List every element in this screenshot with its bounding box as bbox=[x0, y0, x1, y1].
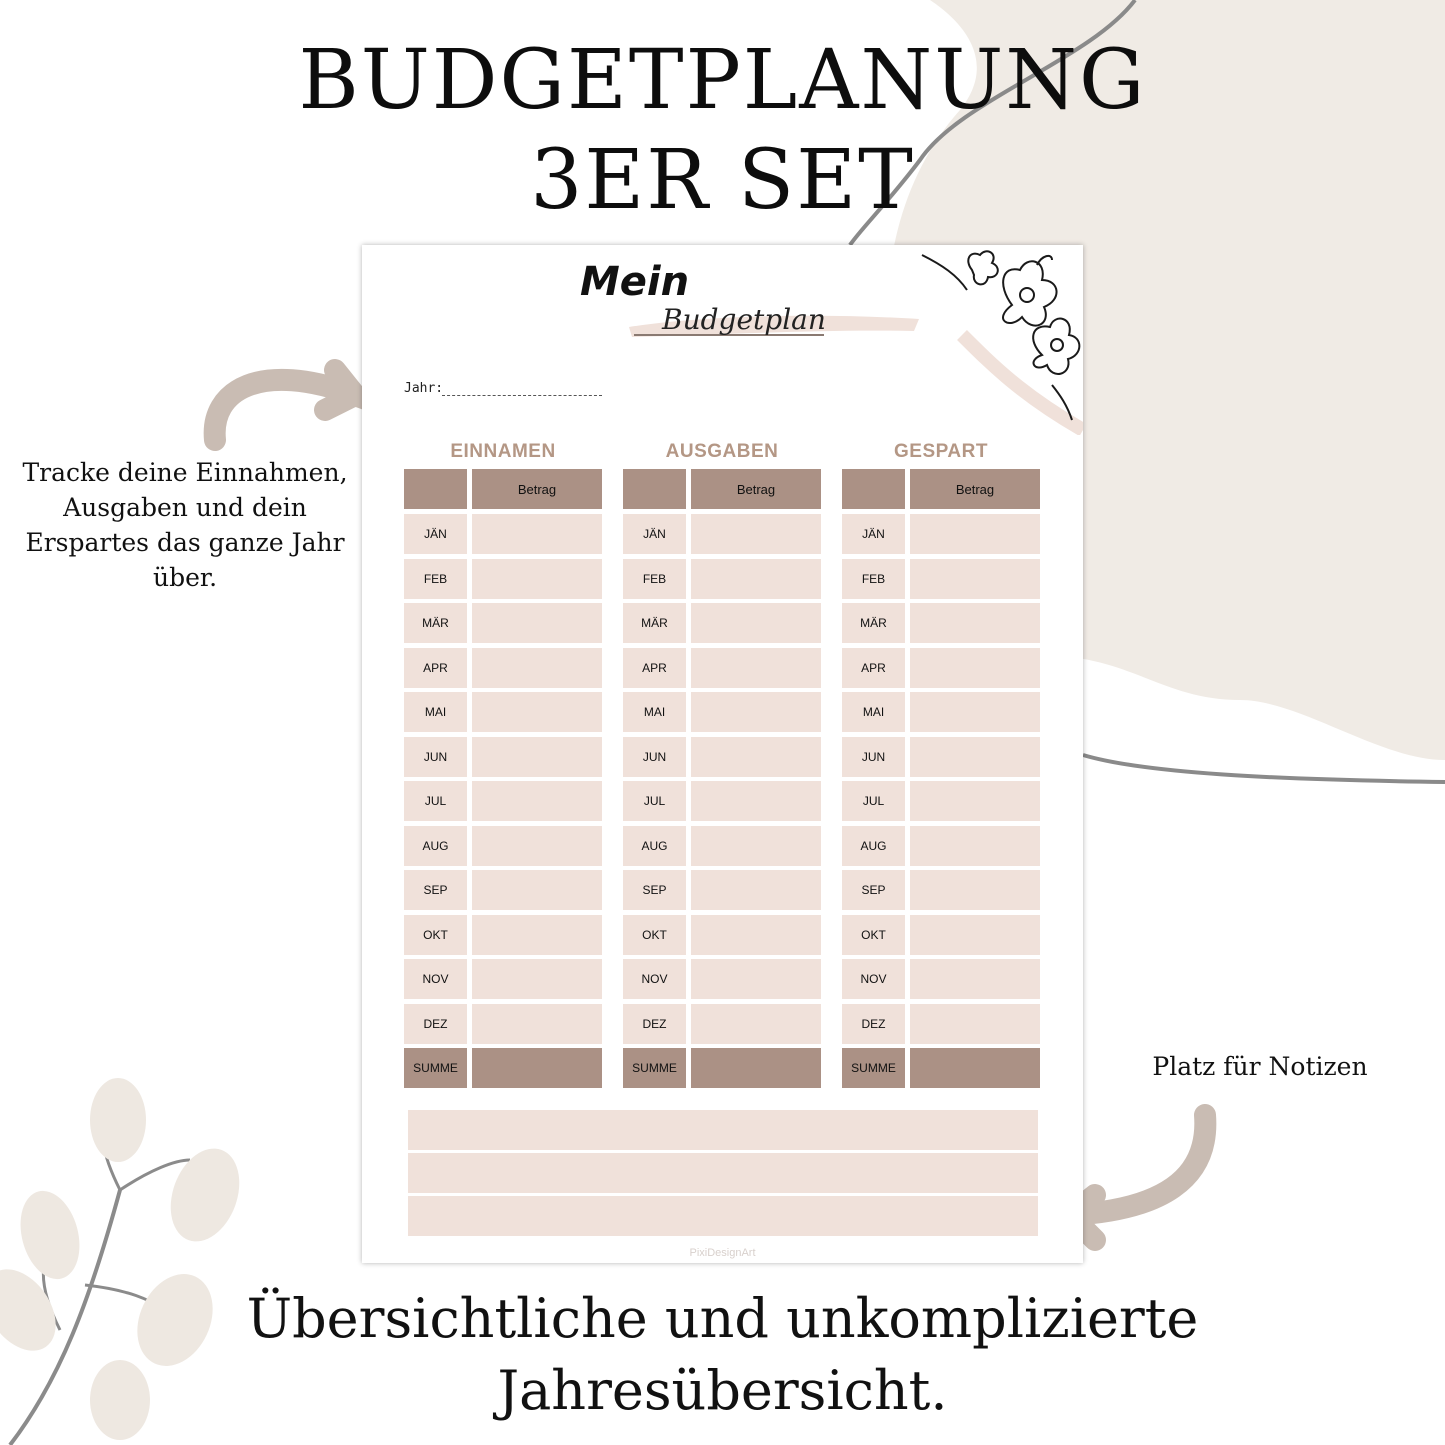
sheet-subtitle: Budgetplan bbox=[662, 303, 826, 336]
amount-field[interactable] bbox=[910, 603, 1040, 643]
header-blank-cell bbox=[404, 469, 467, 509]
amount-field[interactable] bbox=[691, 826, 821, 866]
month-label: MÄR bbox=[404, 603, 467, 643]
table-row bbox=[404, 959, 602, 999]
total-amount-field[interactable] bbox=[910, 1048, 1040, 1088]
amount-field[interactable] bbox=[472, 1004, 602, 1044]
table-row bbox=[842, 870, 1040, 910]
month-label: OKT bbox=[842, 915, 905, 955]
table-row bbox=[842, 559, 1040, 599]
month-label: OKT bbox=[623, 915, 686, 955]
amount-field[interactable] bbox=[910, 692, 1040, 732]
table-header-row bbox=[623, 469, 821, 509]
total-amount-field[interactable] bbox=[472, 1048, 602, 1088]
table-row bbox=[842, 692, 1040, 732]
month-label: JÄN bbox=[404, 514, 467, 554]
month-label: DEZ bbox=[623, 1004, 686, 1044]
note-line[interactable] bbox=[408, 1153, 1038, 1193]
month-label: MÄR bbox=[623, 603, 686, 643]
table-row bbox=[404, 737, 602, 777]
month-label: JUN bbox=[623, 737, 686, 777]
column-heading: EINNAMEN bbox=[450, 441, 556, 462]
table-row bbox=[842, 603, 1040, 643]
month-label: NOV bbox=[842, 959, 905, 999]
header-blank-cell bbox=[842, 469, 905, 509]
month-label: FEB bbox=[404, 559, 467, 599]
table-row bbox=[842, 826, 1040, 866]
amount-field[interactable] bbox=[910, 915, 1040, 955]
month-label: DEZ bbox=[404, 1004, 467, 1044]
month-label: AUG bbox=[623, 826, 686, 866]
table-row bbox=[623, 870, 821, 910]
table-row bbox=[623, 737, 821, 777]
amount-field[interactable] bbox=[472, 915, 602, 955]
month-label: JUL bbox=[623, 781, 686, 821]
month-label: DEZ bbox=[842, 1004, 905, 1044]
amount-field[interactable] bbox=[472, 781, 602, 821]
header-blank-cell bbox=[623, 469, 686, 509]
amount-field[interactable] bbox=[910, 959, 1040, 999]
amount-field[interactable] bbox=[472, 737, 602, 777]
table-row bbox=[623, 1004, 821, 1044]
table-row bbox=[404, 559, 602, 599]
month-label: JUL bbox=[404, 781, 467, 821]
sheet-title: Mein bbox=[580, 259, 690, 305]
amount-field[interactable] bbox=[472, 870, 602, 910]
month-label: FEB bbox=[842, 559, 905, 599]
table-row bbox=[404, 603, 602, 643]
amount-field[interactable] bbox=[691, 603, 821, 643]
table-row bbox=[623, 514, 821, 554]
year-label: Jahr: bbox=[404, 381, 444, 396]
amount-field[interactable] bbox=[472, 514, 602, 554]
table-row bbox=[623, 692, 821, 732]
amount-field[interactable] bbox=[691, 1004, 821, 1044]
table-row bbox=[842, 915, 1040, 955]
table-row bbox=[623, 603, 821, 643]
amount-field[interactable] bbox=[472, 648, 602, 688]
month-label: JÄN bbox=[623, 514, 686, 554]
amount-field[interactable] bbox=[691, 737, 821, 777]
notes-area[interactable] bbox=[408, 1110, 1038, 1239]
amount-field[interactable] bbox=[910, 870, 1040, 910]
month-label: SEP bbox=[842, 870, 905, 910]
month-label: JUL bbox=[842, 781, 905, 821]
column-heading: AUSGABEN bbox=[665, 441, 779, 462]
amount-field[interactable] bbox=[910, 559, 1040, 599]
bottom-caption-line2: Jahresübersicht. bbox=[497, 1359, 948, 1422]
table-row bbox=[623, 826, 821, 866]
amount-field[interactable] bbox=[472, 603, 602, 643]
amount-header: Betrag bbox=[691, 469, 821, 509]
notes-label: Platz für Notizen bbox=[1152, 1052, 1368, 1081]
table-header-row bbox=[404, 469, 602, 509]
table-row bbox=[623, 959, 821, 999]
table-row bbox=[404, 781, 602, 821]
amount-field[interactable] bbox=[691, 959, 821, 999]
amount-field[interactable] bbox=[691, 648, 821, 688]
month-label: FEB bbox=[623, 559, 686, 599]
amount-field[interactable] bbox=[910, 737, 1040, 777]
table-row bbox=[404, 826, 602, 866]
arrow-right bbox=[1070, 1115, 1205, 1240]
budget-column bbox=[623, 437, 821, 1093]
bottom-caption bbox=[0, 1283, 1445, 1427]
month-label: MAI bbox=[842, 692, 905, 732]
month-label: APR bbox=[404, 648, 467, 688]
total-row bbox=[404, 1048, 602, 1088]
amount-field[interactable] bbox=[910, 781, 1040, 821]
amount-field[interactable] bbox=[472, 959, 602, 999]
month-label: NOV bbox=[623, 959, 686, 999]
table-row bbox=[842, 1004, 1040, 1044]
year-input-line[interactable] bbox=[442, 395, 602, 396]
table-row bbox=[404, 692, 602, 732]
total-label: SUMME bbox=[842, 1048, 905, 1088]
main-title-line1: BUDGETPLANUNG bbox=[298, 33, 1147, 128]
curve-line-bottom bbox=[1083, 755, 1445, 782]
month-label: JUN bbox=[842, 737, 905, 777]
table-row bbox=[404, 1004, 602, 1044]
table-row bbox=[623, 781, 821, 821]
total-row bbox=[623, 1048, 821, 1088]
table-header-row bbox=[842, 469, 1040, 509]
bottom-caption-line1: Übersichtliche und unkomplizierte bbox=[246, 1287, 1199, 1350]
side-note: Tracke deine Einnahmen, Ausgaben und dein Erspartes das ganze Jahr über. bbox=[22, 458, 348, 592]
amount-field[interactable] bbox=[691, 915, 821, 955]
table-row bbox=[842, 959, 1040, 999]
total-label: SUMME bbox=[623, 1048, 686, 1088]
amount-field[interactable] bbox=[472, 692, 602, 732]
amount-header: Betrag bbox=[910, 469, 1040, 509]
budget-sheet bbox=[362, 245, 1083, 1263]
month-label: SEP bbox=[404, 870, 467, 910]
month-label: SEP bbox=[623, 870, 686, 910]
month-label: NOV bbox=[404, 959, 467, 999]
amount-field[interactable] bbox=[691, 514, 821, 554]
footer-watermark: PixiDesignArt bbox=[689, 1247, 756, 1259]
amount-field[interactable] bbox=[691, 781, 821, 821]
total-row bbox=[842, 1048, 1040, 1088]
flower-illustration bbox=[902, 245, 1083, 435]
amount-field[interactable] bbox=[691, 870, 821, 910]
total-amount-field[interactable] bbox=[691, 1048, 821, 1088]
month-label: AUG bbox=[842, 826, 905, 866]
month-label: MAI bbox=[623, 692, 686, 732]
amount-field[interactable] bbox=[910, 1004, 1040, 1044]
table-row bbox=[842, 781, 1040, 821]
table-row bbox=[842, 648, 1040, 688]
month-label: APR bbox=[842, 648, 905, 688]
amount-field[interactable] bbox=[910, 514, 1040, 554]
amount-field[interactable] bbox=[910, 826, 1040, 866]
table-row bbox=[623, 648, 821, 688]
budget-column bbox=[404, 437, 602, 1093]
arrow-left bbox=[215, 370, 355, 440]
amount-field[interactable] bbox=[472, 826, 602, 866]
month-label: JUN bbox=[404, 737, 467, 777]
table-row bbox=[404, 870, 602, 910]
amount-field[interactable] bbox=[691, 692, 821, 732]
amount-field[interactable] bbox=[691, 559, 821, 599]
month-label: MAI bbox=[404, 692, 467, 732]
column-heading: GESPART bbox=[894, 441, 988, 462]
note-line[interactable] bbox=[408, 1196, 1038, 1236]
table-row bbox=[623, 915, 821, 955]
note-line[interactable] bbox=[408, 1110, 1038, 1150]
table-row bbox=[404, 514, 602, 554]
budget-column bbox=[842, 437, 1040, 1093]
total-label: SUMME bbox=[404, 1048, 467, 1088]
amount-header: Betrag bbox=[472, 469, 602, 509]
month-label: JÄN bbox=[842, 514, 905, 554]
table-row bbox=[842, 514, 1040, 554]
table-row bbox=[842, 737, 1040, 777]
month-label: APR bbox=[623, 648, 686, 688]
amount-field[interactable] bbox=[910, 648, 1040, 688]
month-label: AUG bbox=[404, 826, 467, 866]
main-title-line2: 3ER SET bbox=[530, 133, 915, 228]
month-label: OKT bbox=[404, 915, 467, 955]
table-row bbox=[404, 648, 602, 688]
month-label: MÄR bbox=[842, 603, 905, 643]
table-row bbox=[623, 559, 821, 599]
table-row bbox=[404, 915, 602, 955]
amount-field[interactable] bbox=[472, 559, 602, 599]
